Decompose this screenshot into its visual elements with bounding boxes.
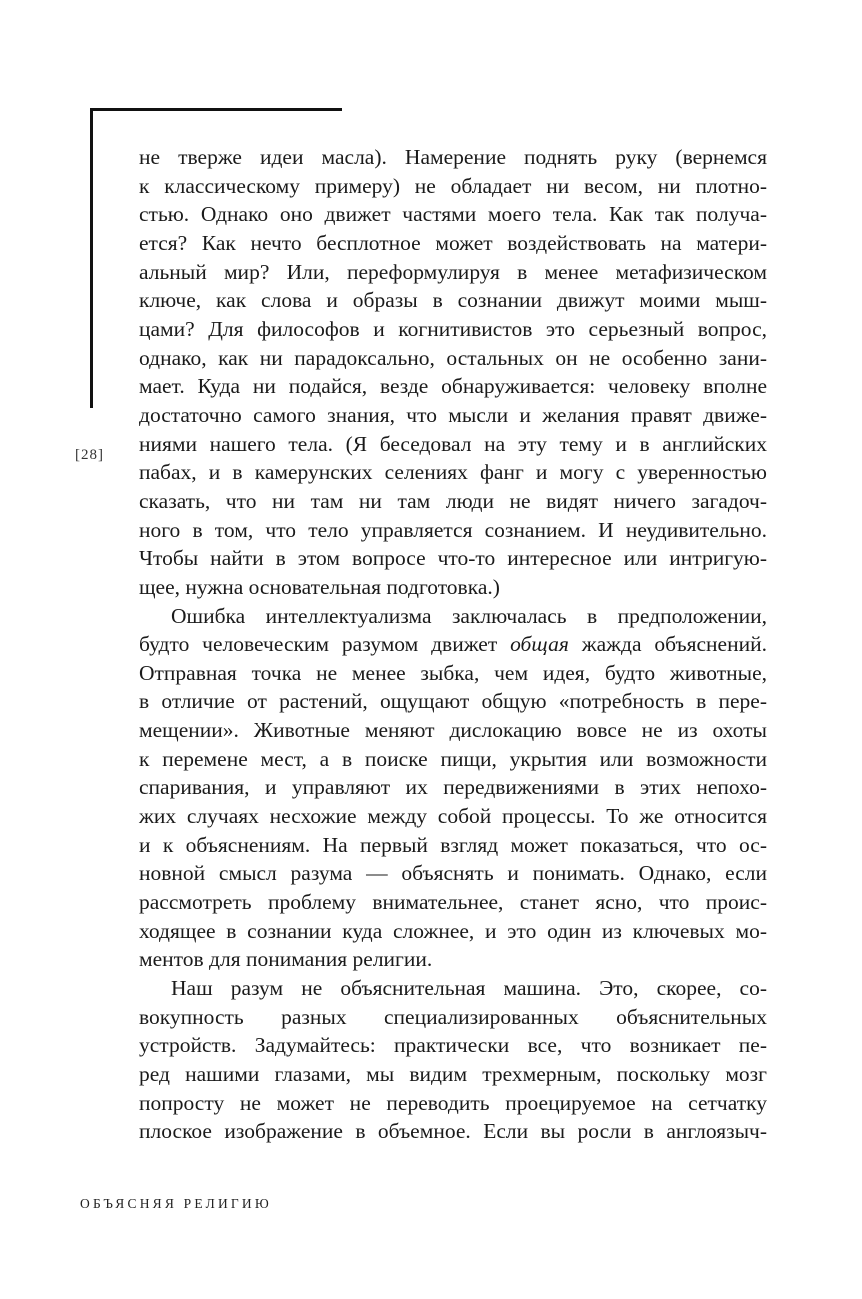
- text-line: цами? Для философов и когнитивистов это серьезный вопрос,: [139, 316, 767, 341]
- text-line: плоское изображение в объемное. Если вы росли в англоязыч-: [139, 1119, 767, 1144]
- decorative-bracket-left: [90, 108, 93, 408]
- text-line: попросту не может не переводить проецируемое на сетчатку: [139, 1090, 767, 1115]
- text-line: однако, как ни парадоксально, остальных он не особенно зани-: [139, 345, 767, 370]
- text-line: Отправная точка не менее зыбка, чем идея, будто животные,: [139, 660, 767, 685]
- text-line: ключе, как слова и образы в сознании движут моими мыш-: [139, 288, 767, 313]
- text-line: Наш разум не объяснительная машина. Это, скорее, со-: [171, 976, 767, 1001]
- text-line: жих случаях несхожие между собой процессы. То же относится: [139, 804, 767, 829]
- text-line: спаривания, и управляют их передвижениями в этих непохо-: [139, 775, 767, 800]
- text-line: к перемене мест, а в поиске пищи, укрытия или возможности: [139, 746, 767, 771]
- text-line: новной смысл разума — объяснять и понимать. Однако, если: [139, 861, 767, 886]
- text-line: в отличие от растений, ощущают общую «потребность в пере-: [139, 689, 767, 714]
- text-line: ного в том, что тело управляется сознанием. И неудивительно.: [139, 517, 767, 542]
- text-line: к классическому примеру) не обладает ни весом, ни плотно-: [139, 173, 767, 198]
- text-line: ниями нашего тела. (Я беседовал на эту тему и в английских: [139, 431, 767, 456]
- text-line: вокупность разных специализированных объяснительных: [139, 1004, 767, 1029]
- running-footer: ОБЪЯСНЯЯ РЕЛИГИЮ: [80, 1196, 272, 1211]
- text-line: альный мир? Или, переформулируя в менее метафизическом: [139, 259, 767, 284]
- text-line: не тверже идеи масла). Намерение поднять руку (вернемся: [139, 145, 767, 169]
- text-line: мает. Куда ни подайся, везде обнаруживается: человеку вполне: [139, 374, 767, 399]
- page-number: [28]: [75, 447, 104, 463]
- text-run: будто человеческим разумом движет: [139, 632, 511, 657]
- text-line: ется? Как нечто бесплотное может воздействовать на матери-: [139, 230, 767, 255]
- text-line: Чтобы найти в этом вопросе что-то интересное или интригую-: [139, 546, 767, 571]
- text-line: мещении». Животные меняют дислокацию вовсе не из охоты: [139, 718, 767, 743]
- text-line: и к объяснениям. На первый взгляд может показаться, что ос-: [139, 832, 767, 857]
- text-line: достаточно самого знания, что мысли и желания правят движе-: [139, 402, 767, 427]
- text-line: [139, 630, 767, 659]
- text-line: пабах, и в камерунских селениях фанг и могу с уверенностью: [139, 460, 767, 485]
- text-line: ред нашими глазами, мы видим трехмерным, поскольку мозг: [139, 1062, 767, 1086]
- text-line: сказать, что ни там ни там люди не видят ничего загадоч-: [139, 488, 767, 513]
- decorative-bracket-top: [90, 108, 342, 111]
- text-run: жажда объяснений.: [568, 632, 767, 657]
- text-line: устройств. Задумайтесь: практически все, что возникает пе-: [139, 1033, 767, 1058]
- text-line: Ошибка интеллектуализма заключалась в предположении,: [171, 603, 767, 628]
- body-text: [139, 143, 767, 1146]
- text-line: ходящее в сознании куда сложнее, и это один из ключевых мо-: [139, 918, 767, 943]
- text-line: ментов для понимания религии.: [139, 947, 433, 972]
- text-line: стью. Однако оно движет частями моего тела. Как так получа-: [139, 202, 767, 227]
- text-line: рассмотреть проблему внимательнее, станет ясно, что проис-: [139, 890, 767, 915]
- emphasis: общая: [510, 632, 569, 657]
- text-line: щее, нужна основательная подготовка.): [139, 574, 500, 599]
